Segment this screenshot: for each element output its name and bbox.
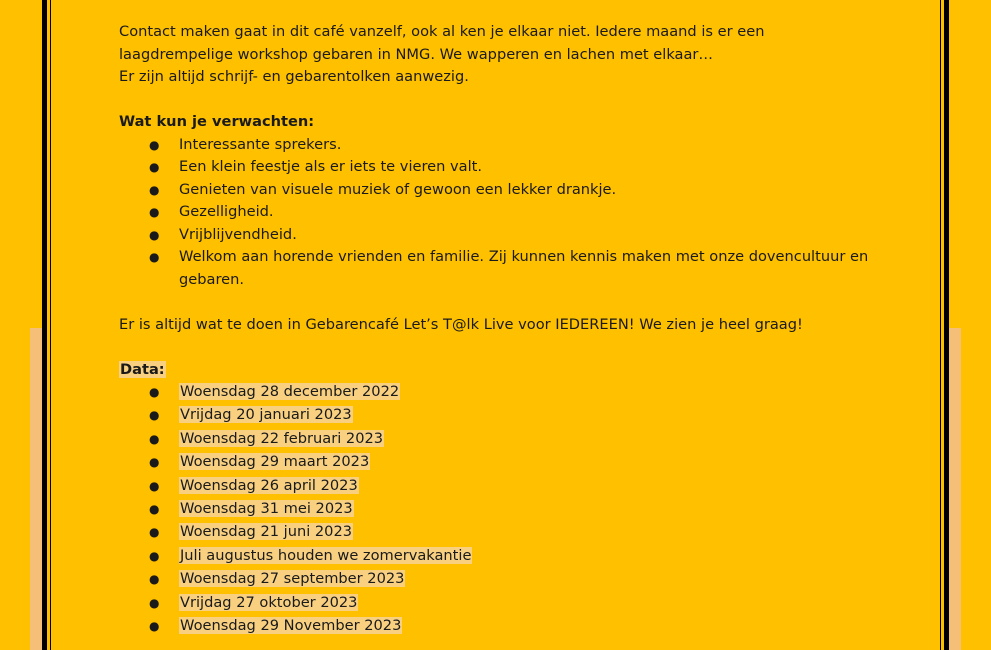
bullet-icon: ● (149, 548, 160, 563)
bullet-icon: ● (149, 385, 160, 399)
bullet-icon: ● (149, 137, 160, 152)
intro-line-2: laagdrempelige workshop gebaren in NMG. We wapperen en lachen met elkaar… (119, 45, 713, 63)
date-item: ● Woensdag 31 mei 2023 (119, 498, 879, 521)
date-item: ● Vrijdag 27 oktober 2023 (119, 592, 879, 615)
list-item: ● Interessante sprekers. (119, 134, 879, 157)
date-item: ● Woensdag 27 september 2023 (119, 568, 879, 591)
date-item: ● Woensdag 26 april 2023 (119, 475, 879, 498)
document-page (42, 0, 949, 650)
closing-line: Er is altijd wat te doen in Gebarencafé Let’s T@lk Live voor IEDEREEN! We zien je heel graag! (119, 315, 803, 333)
date-item: ● Woensdag 22 februari 2023 (119, 428, 879, 451)
date-item: ● Woensdag 28 december 2022 (119, 381, 879, 404)
dates-list (119, 381, 879, 638)
date-item: ● Vrijdag 20 januari 2023 (119, 404, 879, 427)
bullet-icon: ● (149, 408, 160, 423)
bullet-icon: ● (149, 205, 160, 219)
bullet-icon: ● (149, 595, 160, 610)
list-item: ● Gezelligheid. (119, 201, 879, 224)
list-item: ● Genieten van visuele muziek of gewoon een lekker drankje. (119, 179, 879, 202)
dates-heading: Data: (120, 360, 165, 378)
bullet-icon: ● (149, 478, 160, 493)
bullet-icon: ● (149, 572, 160, 587)
bullet-icon: ● (149, 160, 160, 174)
date-item: ● Woensdag 29 November 2023 (119, 615, 879, 638)
list-item: ● Een klein feestje als er iets te vieren valt. (119, 156, 879, 179)
bullet-icon: ● (149, 525, 160, 540)
date-item: ● Woensdag 29 maart 2023 (119, 451, 879, 474)
page-margin-right (949, 328, 961, 650)
bullet-icon: ● (149, 501, 160, 516)
list-item: ● Welkom aan horende vrienden en familie. Zij kunnen kennis maken met onze dovencultuur en gebaren. (149, 248, 869, 288)
intro-line-3: Er zijn altijd schrijf- en gebarentolken aanwezig. (119, 68, 469, 85)
expect-list (119, 134, 879, 292)
bullet-icon: ● (149, 618, 160, 633)
bullet-icon: ● (149, 250, 160, 264)
bullet-icon: ● (149, 227, 160, 242)
document-body[interactable] (119, 21, 879, 638)
blank-line (119, 89, 879, 112)
bullet-icon: ● (149, 182, 160, 197)
intro-line-1: Contact maken gaat in dit café vanzelf, ook al ken je elkaar niet. Iedere maand is er een (119, 23, 765, 40)
date-item: ● Juli augustus houden we zomervakantie (119, 545, 879, 568)
expect-heading: Wat kun je verwachten: (119, 113, 315, 130)
list-item: ● Vrijblijvendheid. (119, 224, 879, 247)
date-item: ● Woensdag 21 juni 2023 (119, 521, 879, 544)
bullet-icon: ● (149, 455, 160, 470)
blank-line (119, 291, 879, 314)
blank-line (119, 336, 879, 359)
bullet-icon: ● (149, 431, 160, 446)
